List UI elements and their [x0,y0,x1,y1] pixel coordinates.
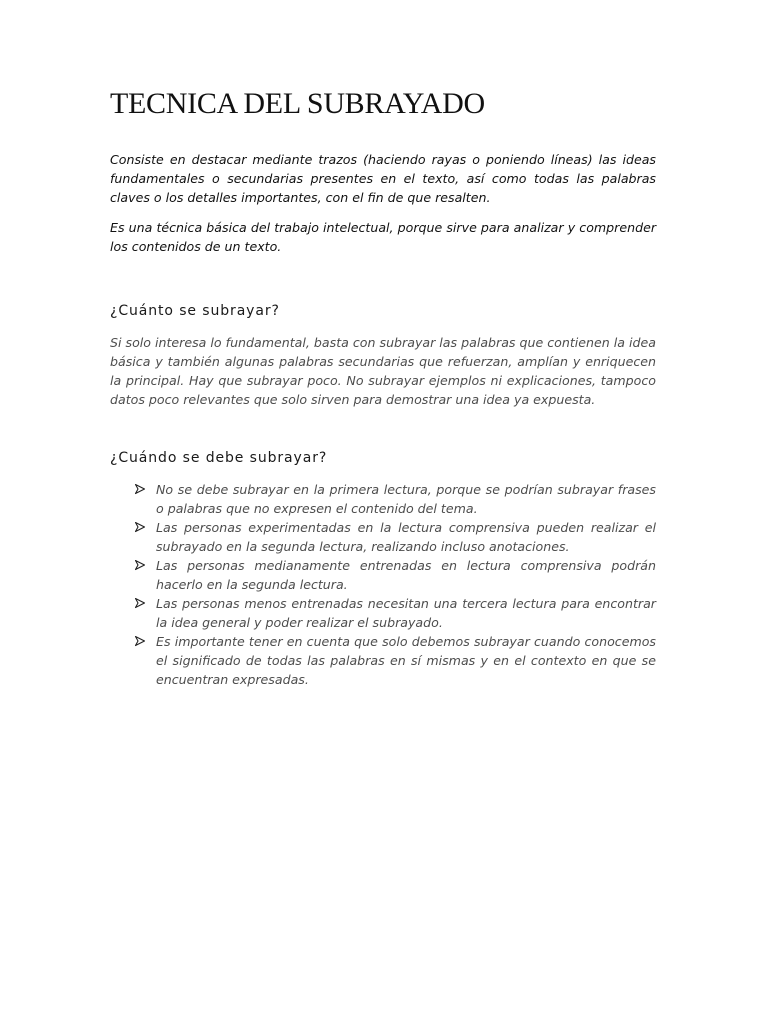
list-item-text: Las personas menos entrenadas necesitan una tercera lectura para encontrar la idea general y poder realizar el subrayado. [156,596,656,630]
list-item-text: No se debe subrayar en la primera lectura, porque se podrían subrayar frases o palabras que no expresen el contenido del tema. [156,482,656,516]
list-item [110,632,656,689]
bullet-list [110,480,656,689]
list-item [110,556,656,594]
section-paragraph-cuanto: Si solo interesa lo fundamental, basta con subrayar las palabras que contienen la idea básica y también algunas palabras secundarias que refuerzan, amplían y enriquecen la principal. Hay que subrayar poco. No subrayar ejemplos ni explicaciones, tampoco datos poco relevantes que solo sirven para demostrar una idea ya expuesta. [110,335,656,407]
arrowhead-bullet-icon [134,597,146,609]
section-heading-cuanto: ¿Cuánto se subrayar? [110,303,280,319]
document-content [110,84,656,689]
list-item-text: Es importante tener en cuenta que solo debemos subrayar cuando conocemos el significado de todas las palabras en sí mismas y en el contexto en que se encuentran expresadas. [156,634,656,687]
intro-paragraph-2: Es una técnica básica del trabajo intelectual, porque sirve para analizar y comprender los contenidos de un texto. [110,220,656,254]
list-item-text: Las personas experimentadas en la lectura comprensiva pueden realizar el subrayado en la segunda lectura, realizando incluso anotaciones. [156,520,656,554]
arrowhead-bullet-icon [134,559,146,571]
document-title: TECNICA DEL SUBRAYADO [110,87,485,120]
arrowhead-bullet-icon [134,635,146,647]
intro-paragraph-1: Consiste en destacar mediante trazos (haciendo rayas o poniendo líneas) las ideas fundamentales o secundarias presentes en el texto, así como todas las palabras claves o los detalles importantes, con el fin de que resalten. [110,152,656,205]
arrowhead-bullet-icon [134,521,146,533]
section-heading-cuando: ¿Cuándo se debe subrayar? [110,450,328,466]
list-item [110,518,656,556]
arrowhead-bullet-icon [134,483,146,495]
list-item-text: Las personas medianamente entrenadas en lectura comprensiva podrán hacerlo en la segunda lectura. [156,558,656,592]
list-item [110,594,656,632]
list-item [110,480,656,518]
